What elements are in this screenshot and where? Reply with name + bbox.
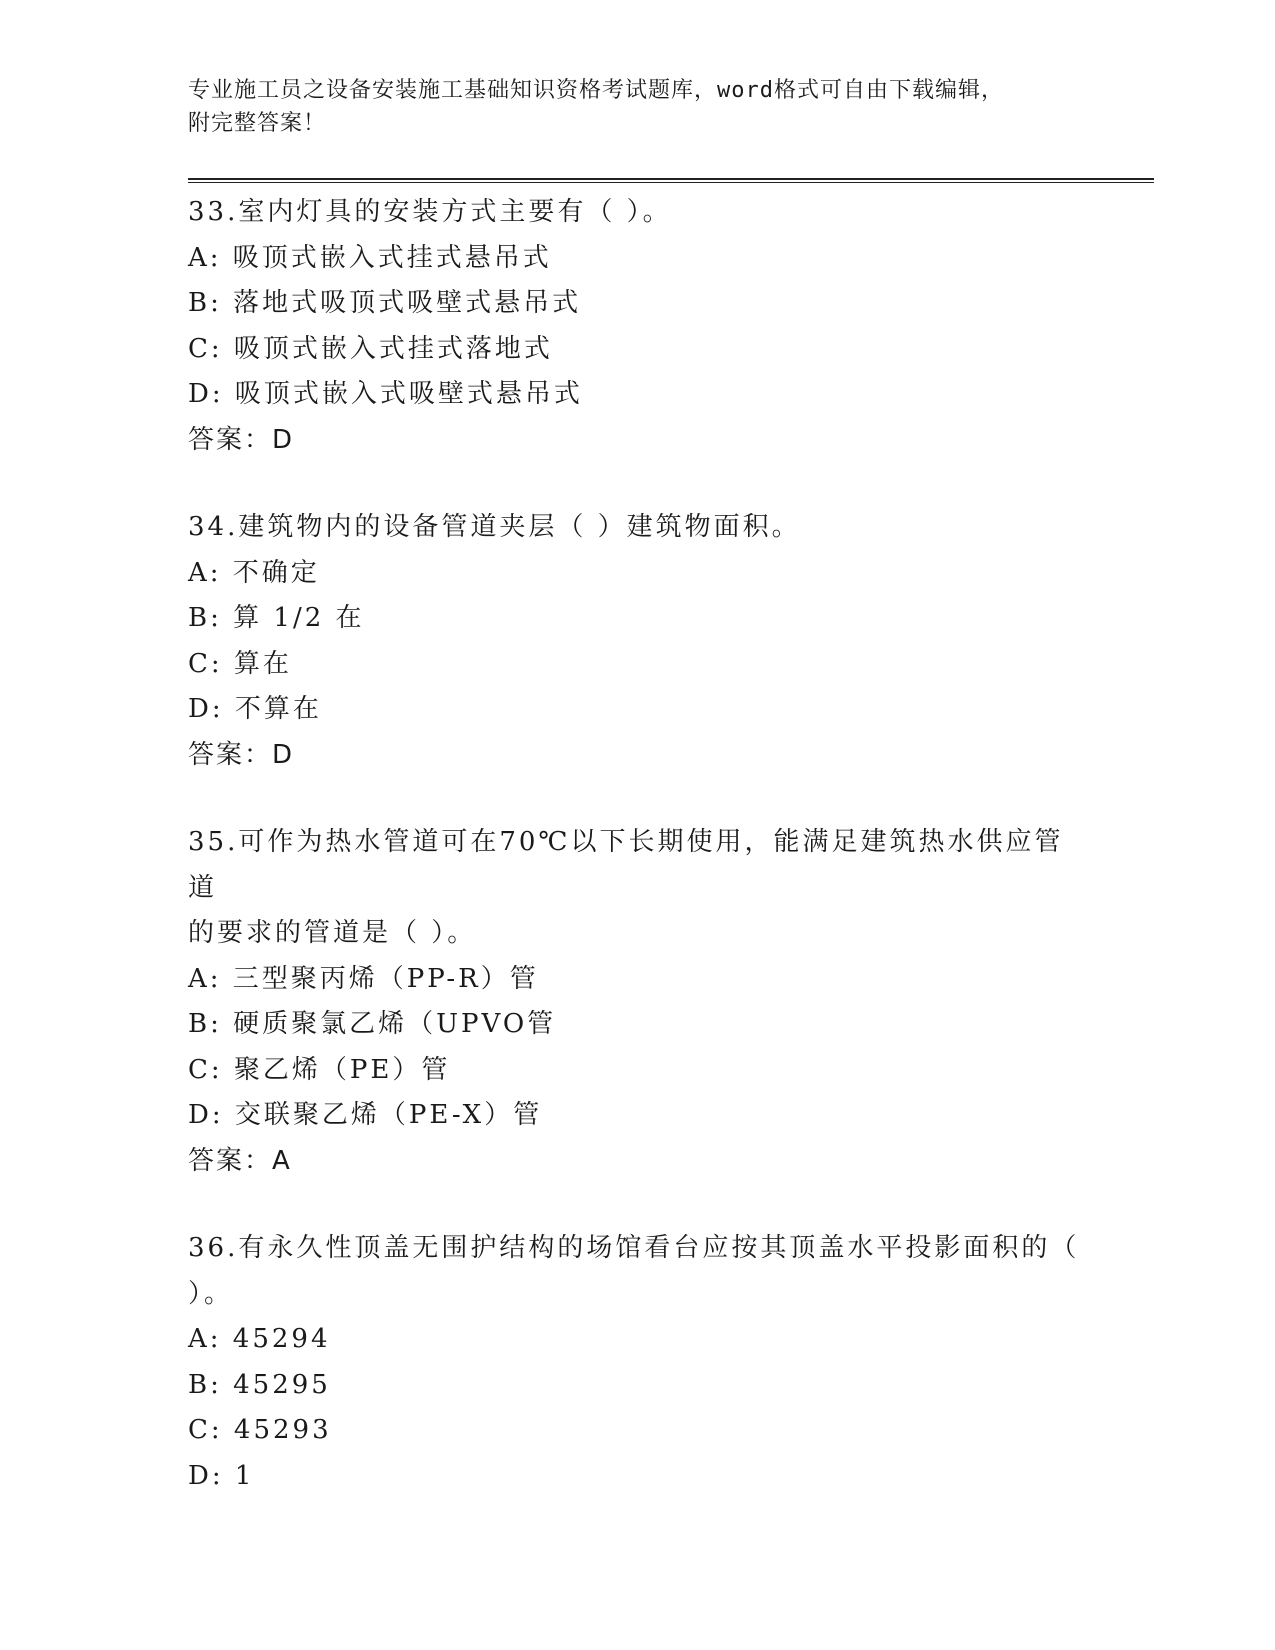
question-stem-line-2: ）。: [188, 1278, 234, 1309]
option-a: A: 吸顶式嵌入式挂式悬吊式: [188, 242, 552, 273]
option-c: C: 算在: [188, 648, 292, 679]
option-d: D: 吸顶式嵌入式吸壁式悬吊式: [188, 379, 583, 409]
question-34: [188, 505, 1088, 778]
question-stem: 33.室内灯具的安装方式主要有（ ）。: [188, 197, 672, 227]
option-a: A: 45294: [188, 1324, 331, 1354]
option-b: B: 算 1/2 在: [188, 603, 365, 633]
question-36: [188, 1226, 1088, 1499]
question-stem-line-1: 35.可作为热水管道可在70℃以下长期使用，能满足建筑热水供应管道: [188, 827, 1064, 903]
answer-label: 答案：A: [188, 1145, 292, 1176]
question-35: [188, 820, 1088, 1184]
header-line-1: 专业施工员之设备安装施工基础知识资格考试题库，word格式可自由下载编辑，: [188, 78, 1004, 103]
option-d: D: 不算在: [188, 694, 322, 724]
option-c: C: 45293: [188, 1415, 332, 1445]
option-a: A: 不确定: [188, 557, 320, 588]
question-list: [188, 190, 1088, 1541]
header-divider: [188, 178, 1154, 183]
question-stem: 34.建筑物内的设备管道夹层（ ）建筑物面积。: [188, 512, 801, 542]
question-33: [188, 190, 1088, 463]
option-a: A: 三型聚丙烯（PP-R）管: [188, 963, 539, 994]
option-d: D: 交联聚乙烯（PE-X）管: [188, 1100, 543, 1130]
option-b: B: 45295: [188, 1369, 331, 1400]
answer-label: 答案：D: [188, 739, 295, 770]
document-header: [188, 74, 1068, 140]
header-line-2: 附完整答案！: [188, 111, 327, 136]
question-stem-line-2: 的要求的管道是（ ）。: [188, 918, 477, 948]
option-b: B: 落地式吸顶式吸壁式悬吊式: [188, 288, 582, 318]
option-c: C: 吸顶式嵌入式挂式落地式: [188, 333, 553, 364]
option-d: D: 1: [188, 1460, 255, 1491]
question-stem-line-1: 36.有永久性顶盖无围护结构的场馆看台应按其顶盖水平投影面积的（: [188, 1233, 1080, 1263]
answer-label: 答案：D: [188, 424, 295, 455]
option-c: C: 聚乙烯（PE）管: [188, 1054, 451, 1085]
option-b: B: 硬质聚氯乙烯（UPVO管: [188, 1009, 557, 1039]
